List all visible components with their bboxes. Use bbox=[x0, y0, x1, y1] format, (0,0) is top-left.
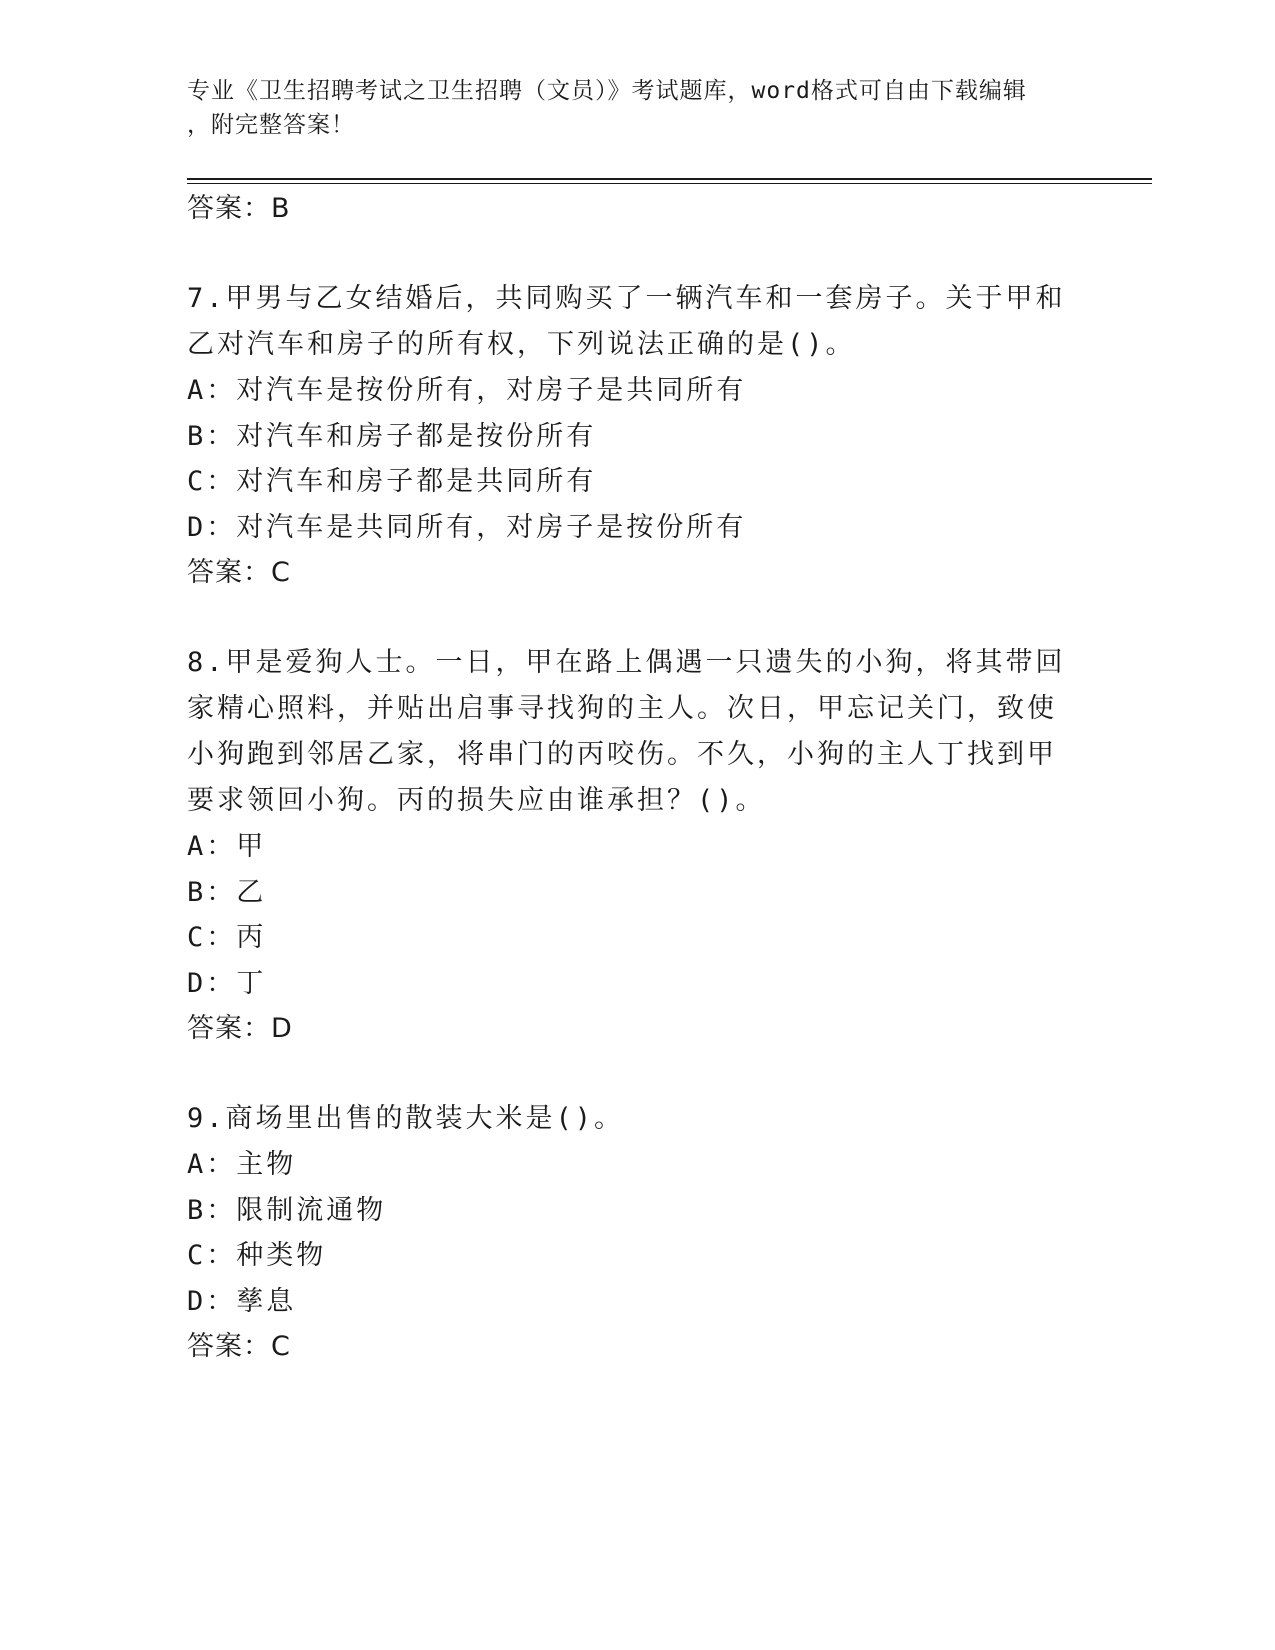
header-divider-thin bbox=[187, 183, 1152, 184]
option-a: A：主物 bbox=[187, 1149, 297, 1180]
option-d: D：孳息 bbox=[187, 1285, 297, 1317]
question-stem: 9.商场里出售的散装大米是()。 bbox=[187, 1103, 625, 1134]
question-answer: 答案：D bbox=[187, 1013, 293, 1044]
option-b: B：对汽车和房子都是按份所有 bbox=[187, 420, 597, 452]
option-d: D：对汽车是共同所有，对房子是按份所有 bbox=[187, 511, 747, 543]
question-stem: 8.甲是爱狗人士。一日，甲在路上偶遇一只遗失的小狗，将其带回家精心照料，并贴出启事寻找狗的主人。次日，甲忘记关门，致使小狗跑到邻居乙家，将串门的丙咬伤。不久，小狗的主人丁找到甲要求领回小狗。丙的损失应由谁承担？()。 bbox=[187, 647, 1066, 816]
question-8 bbox=[187, 640, 1067, 1052]
option-c: C：种类物 bbox=[187, 1240, 327, 1271]
option-b: B：限制流通物 bbox=[187, 1194, 387, 1226]
prev-answer: 答案：B bbox=[187, 193, 291, 224]
option-b: B：乙 bbox=[187, 876, 267, 908]
question-7 bbox=[187, 276, 1067, 596]
option-a: A：甲 bbox=[187, 831, 267, 862]
header-divider-thick bbox=[187, 178, 1152, 180]
question-9 bbox=[187, 1096, 1067, 1370]
question-stem: 7.甲男与乙女结婚后，共同购买了一辆汽车和一套房子。关于甲和乙对汽车和房子的所有权，下列说法正确的是()。 bbox=[187, 283, 1066, 360]
option-c: C：丙 bbox=[187, 922, 267, 953]
page-header: 专业《卫生招聘考试之卫生招聘（文员）》考试题库，word格式可自由下载编辑 ，附完整答案！ bbox=[187, 78, 1027, 138]
question-answer: 答案：C bbox=[187, 1331, 291, 1362]
document-content bbox=[187, 186, 1067, 1370]
option-d: D：丁 bbox=[187, 967, 267, 999]
option-c: C：对汽车和房子都是共同所有 bbox=[187, 466, 597, 497]
option-a: A：对汽车是按份所有，对房子是共同所有 bbox=[187, 375, 747, 406]
question-answer: 答案：C bbox=[187, 557, 291, 588]
